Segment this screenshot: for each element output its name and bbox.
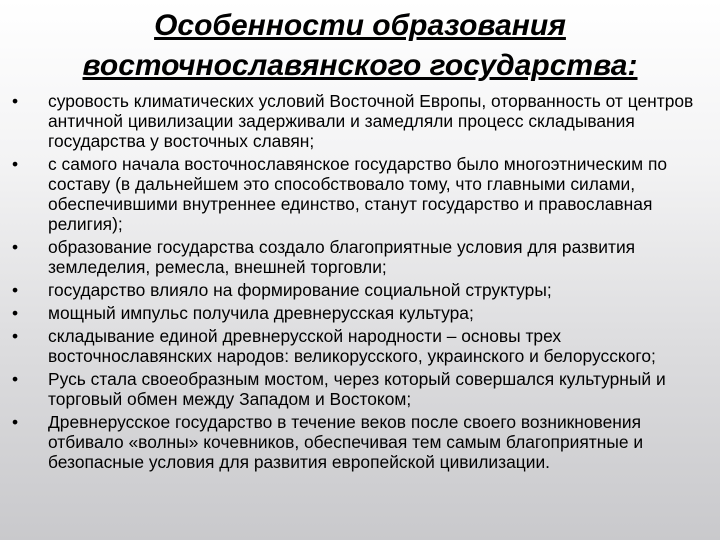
bullet-item [12,326,712,366]
bullet-item [12,237,712,277]
bullet-item [12,369,712,409]
bullet-item [12,303,712,323]
bullet-icon: • [12,280,19,301]
bullet-list [12,91,712,475]
bullet-item [12,154,712,234]
bullet-text: мощный импульс получила древнерусская культура; [48,303,474,324]
bullet-text: Русь стала своеобразным мостом, через который совершался культурный и торговый обмен между Западом и Востоком; [48,369,666,410]
bullet-icon: • [12,369,19,389]
bullet-icon: • [12,237,19,258]
slide-title-line-2: восточнославянского государства: [82,49,638,82]
bullet-icon: • [12,411,19,432]
bullet-icon: • [12,154,19,175]
bullet-text: складывание единой древнерусской народности – основы трех восточнославянских народов: великорусского, украинского и белорусского; [48,326,656,367]
bullet-item [12,280,712,300]
bullet-text: с самого начала восточнославянское государство было многоэтническим по составу (в дальнейшем это способствовало тому, что главными силами, обеспечившими внутреннее единство, станут государство и православная религия); [48,154,668,235]
bullet-icon: • [12,326,19,347]
bullet-text: суровость климатических условий Восточной Европы, оторванность от центров античной цивилизации задерживали и замедляли процесс складывания государства у восточных славян; [48,91,694,152]
slide-title [20,6,700,86]
bullet-item [12,412,712,472]
bullet-icon: • [12,91,19,111]
bullet-text: Древнерусское государство в течение веков после своего возникновения отбивало «волны» кочевников, обеспечивая тем самым благоприятные и безопасные условия для развития европейской цивилизации. [48,411,644,473]
bullet-text: образование государства создало благоприятные условия для развития земледелия, ремесла, внешней торговли; [48,237,636,278]
slide-title-line-1: Особенности образования [154,9,566,42]
bullet-text: государство влияло на формирование социальной структуры; [48,280,552,301]
bullet-item [12,91,712,151]
bullet-icon: • [12,303,19,324]
